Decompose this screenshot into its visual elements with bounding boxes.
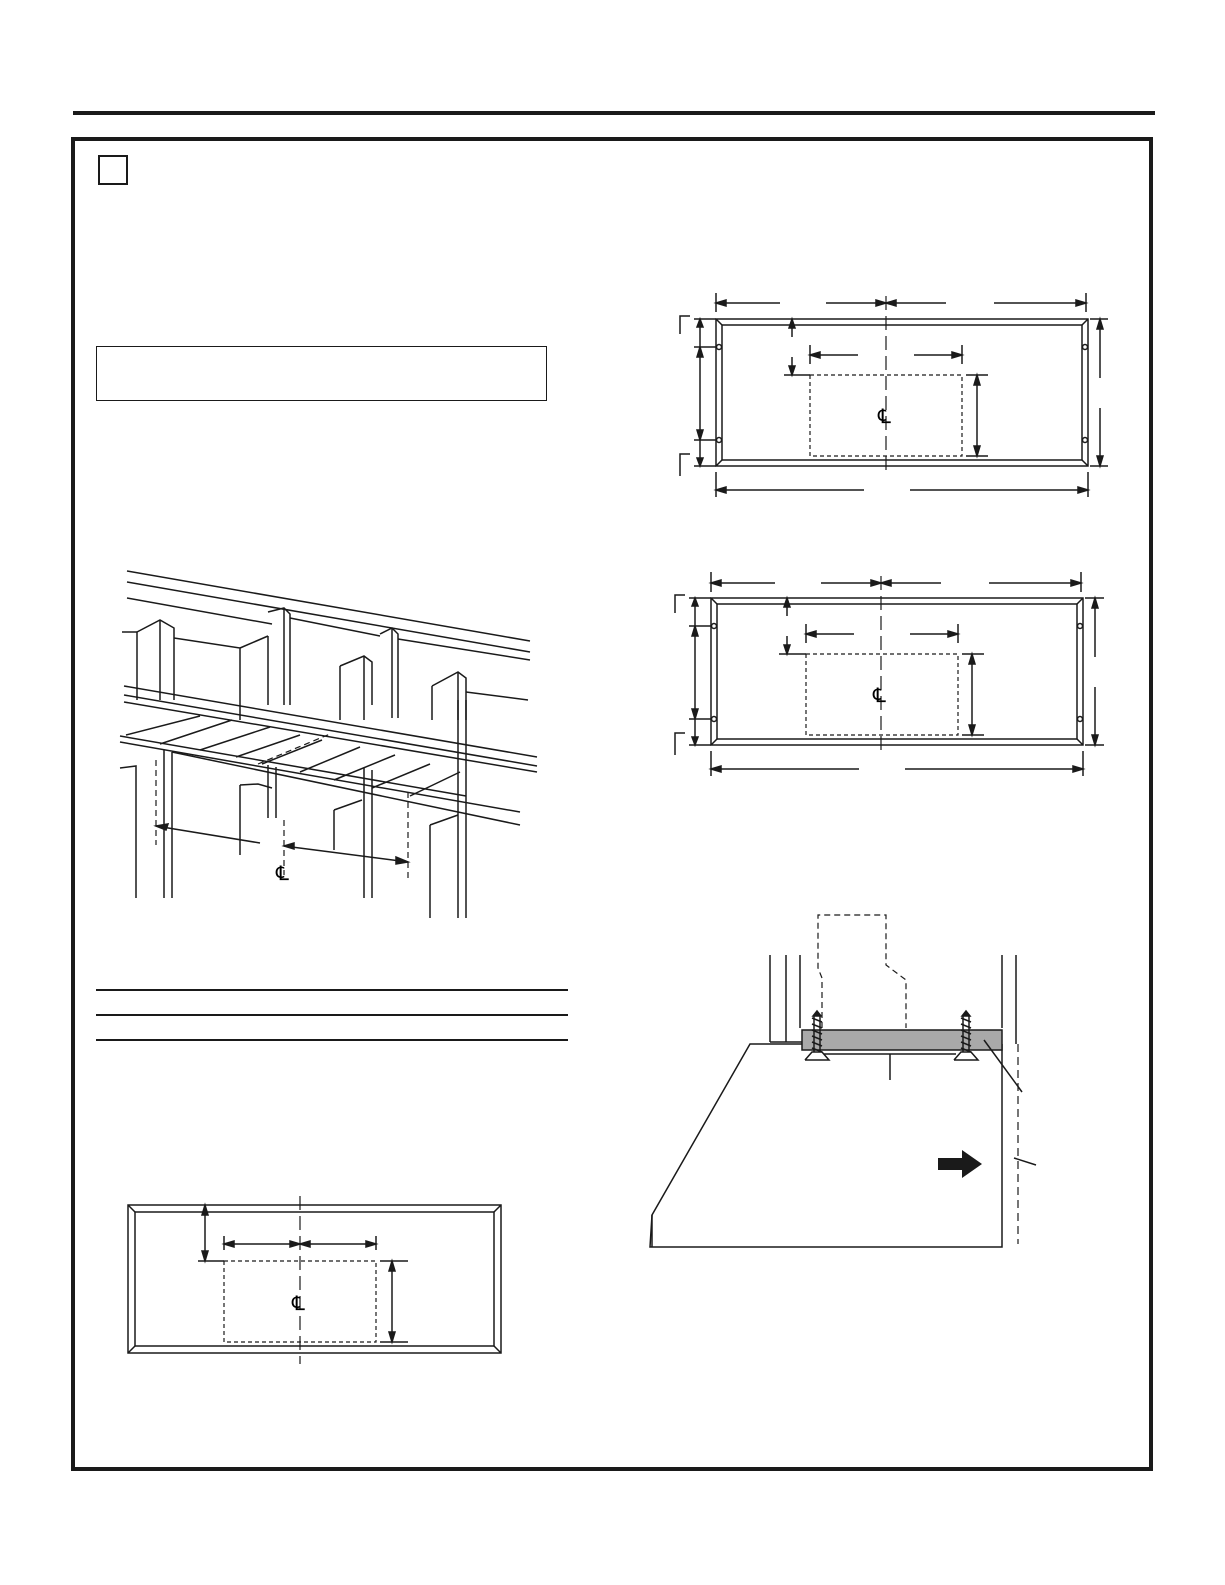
centerline-label-template-lower: ℄ <box>873 685 886 707</box>
centerline-label-framing: ℄ <box>276 863 289 885</box>
centerline-label-cutout: ℄ <box>292 1293 305 1315</box>
centerline-label-template-upper: ℄ <box>878 406 891 428</box>
